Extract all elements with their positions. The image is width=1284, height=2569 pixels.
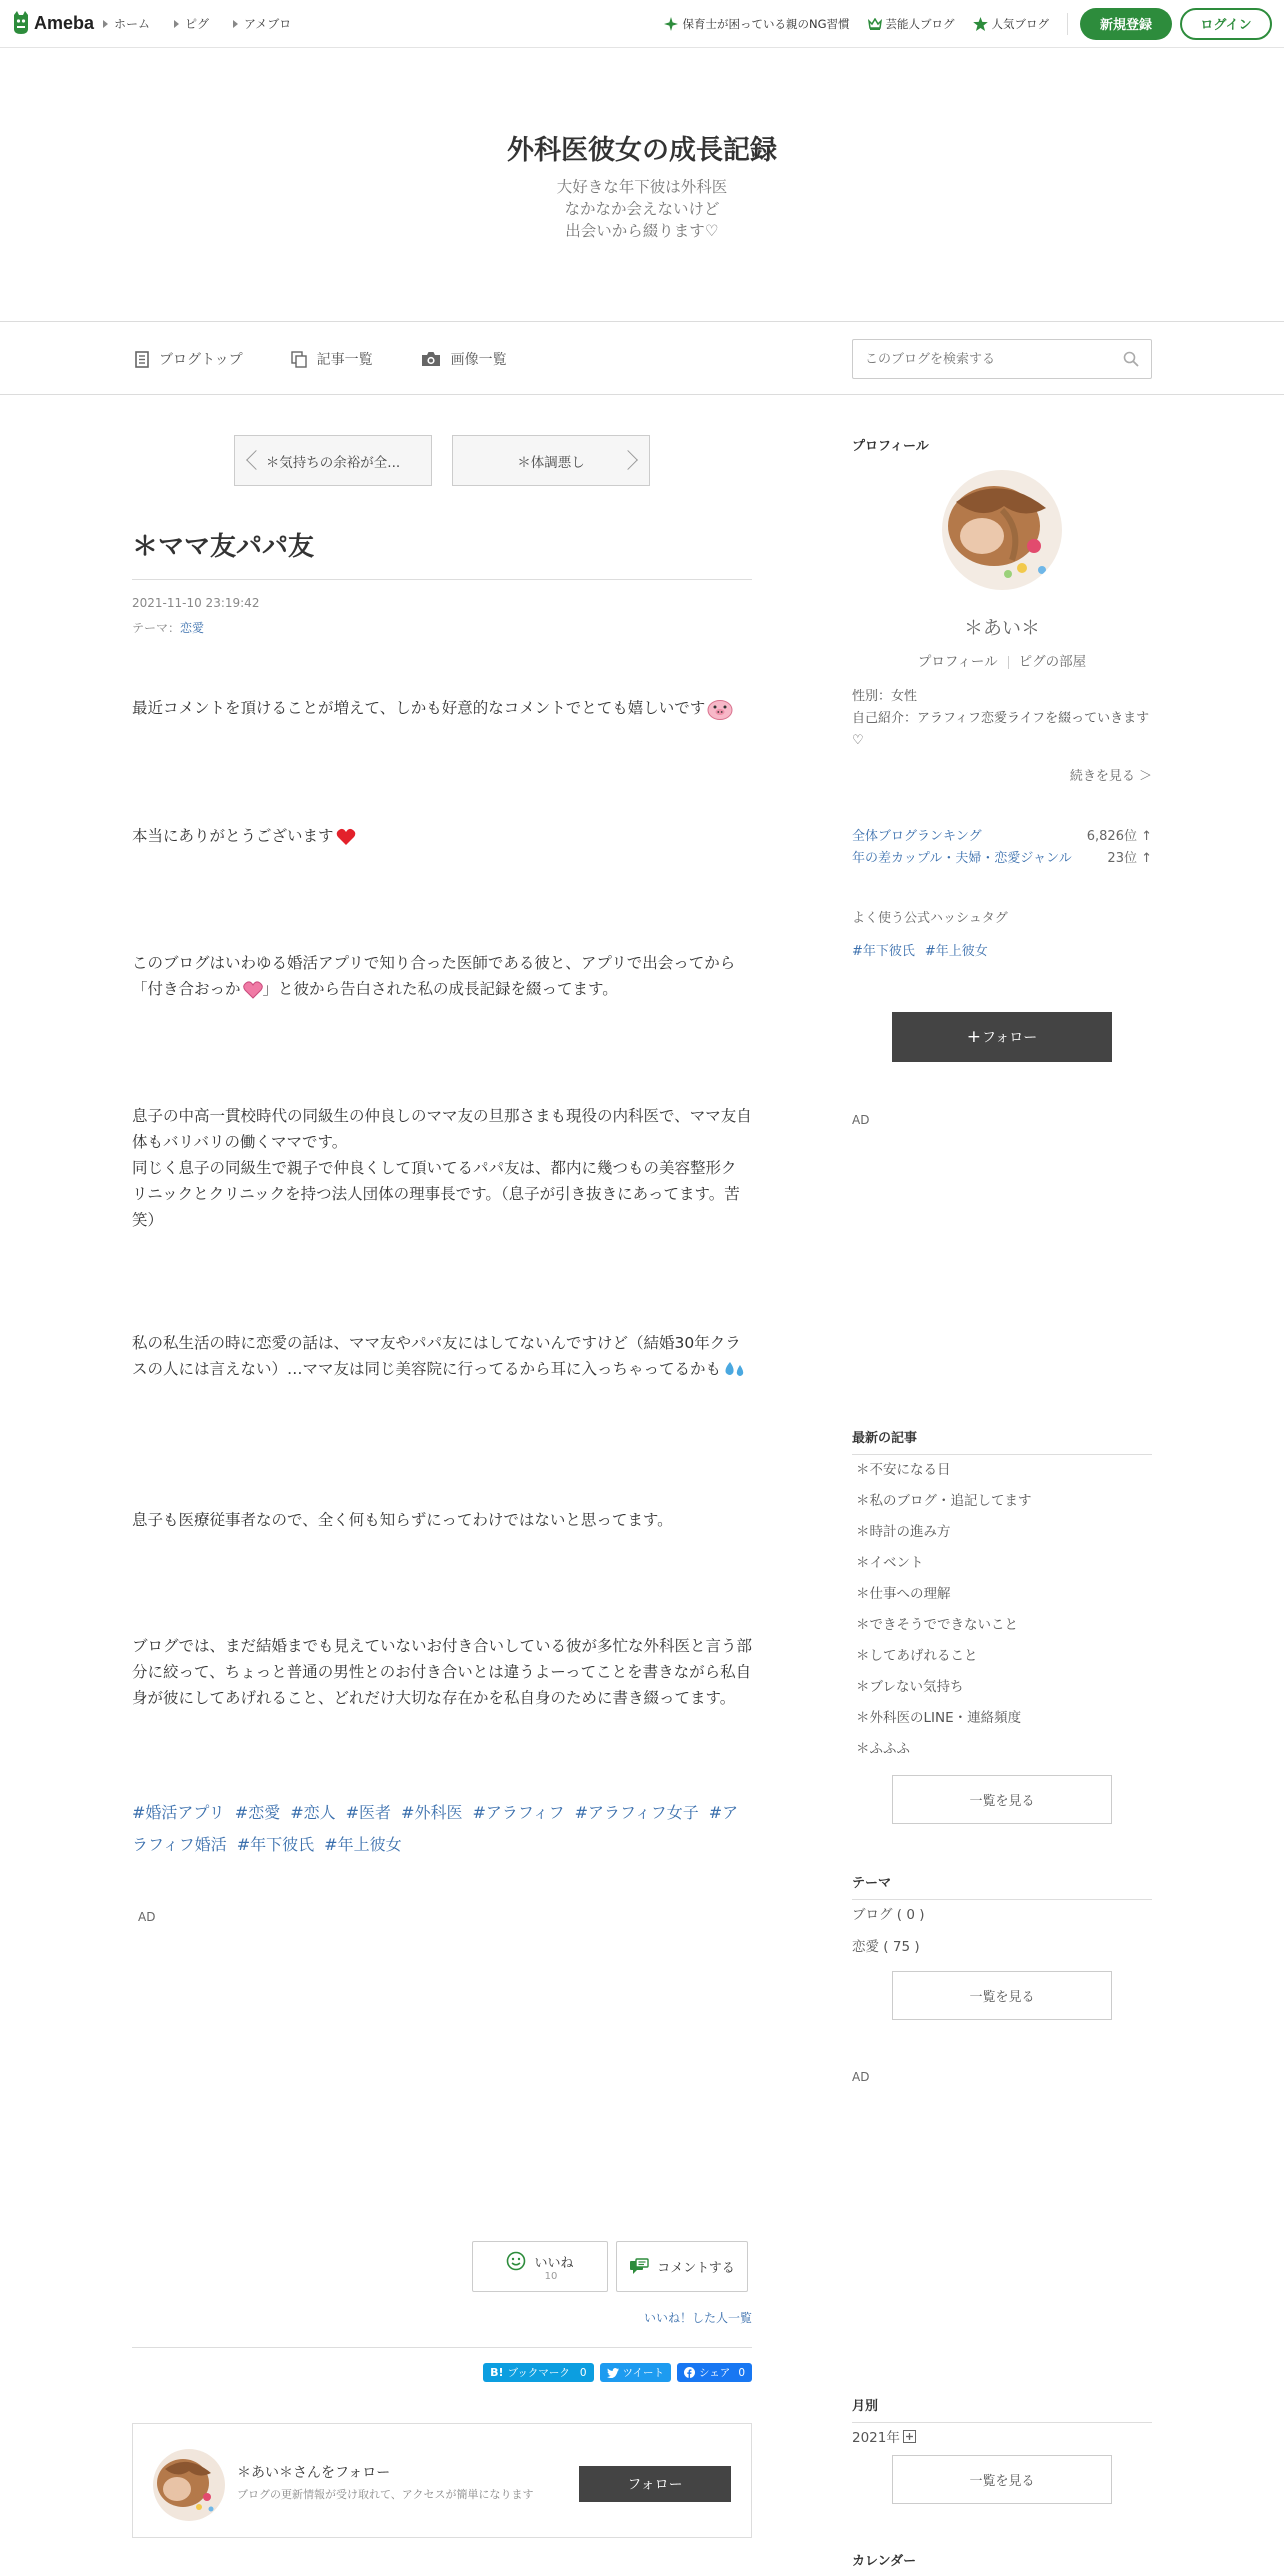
ad-label: AD: [138, 1910, 156, 1924]
theme-link[interactable]: ブログ ( 0 ): [852, 1907, 925, 1923]
entry-text: このブログはいわゆる婚活アプリで知り合った医師である彼と、アプリで出会ってから「付き合おっか: [132, 954, 736, 998]
triangle-right-icon: [103, 20, 108, 28]
copy-icon: [291, 351, 307, 368]
hatena-b-icon: B!: [490, 2366, 504, 2379]
entry-text: 息子の中高一貫校時代の同級生の仲良しのママ友の旦那さまも現役の内科医で、ママ友自体もバリバリの働くママです。: [132, 1107, 752, 1151]
blog-header: [0, 48, 1284, 322]
latest-entry-link[interactable]: ＊仕事への理解: [856, 1586, 951, 1602]
search-icon[interactable]: [1123, 351, 1139, 367]
nav-home[interactable]: [103, 15, 150, 32]
camera-icon: [421, 351, 441, 367]
entry-paragraph: [132, 1103, 752, 1233]
hashtag-link[interactable]: #恋愛: [234, 1803, 281, 1822]
nav-home-label: ホーム: [114, 17, 151, 31]
profile-links: [852, 650, 1152, 670]
blog-top-link[interactable]: [135, 349, 243, 369]
entry-paragraph: [132, 1330, 752, 1382]
crown-icon: [868, 18, 882, 30]
entry-text: 私の私生活の時に恋愛の話は、ママ友やパパ友にはしてないんですけど（結婚30年クラスの人には言えない）…ママ友は同じ美容院に行ってるから耳に入っちゃってるかも: [132, 1334, 741, 1378]
entry-title[interactable]: ＊ママ友パパ友: [132, 526, 752, 580]
profile-gender: 性別：女性: [852, 689, 918, 704]
blog-description-line: 大好きな年下彼は外科医: [556, 178, 728, 196]
comment-button[interactable]: [616, 2241, 748, 2292]
blog-description-line: 出会いから綴ります♡: [565, 222, 719, 240]
hashtag-link[interactable]: #年下彼氏: [852, 944, 915, 959]
ranking-overall[interactable]: [852, 825, 1152, 844]
red-heart-icon: [336, 828, 356, 846]
profile-heading: プロフィール: [852, 439, 929, 454]
ad-label: AD: [852, 2070, 870, 2084]
link-parenting-article[interactable]: [664, 16, 849, 32]
profile-info: [852, 686, 1152, 752]
nav-pigg[interactable]: [174, 15, 209, 32]
monthly-list-more-button[interactable]: 一覧を見る: [892, 2455, 1112, 2504]
nav-ameblo-label: アメブロ: [244, 17, 292, 31]
pig-face-emoji-icon: [707, 698, 733, 720]
ranking-label: 全体ブログランキング: [852, 829, 982, 844]
entry-text: ブログでは、まだ結婚までも見えていないお付き合いしている彼が多忙な外科医と言う部分に絞って、ちょっと普通の男性とのお付き合いとは違うよーってことを書きながら私自身が彼にしてあげれること、どれだけ大切な存在かを私自身のために書き綴ってます。: [132, 1637, 753, 1707]
latest-entries-list: [852, 1455, 1152, 1765]
entry-text: 息子も医療従事者なので、全く何も知らずにってわけではないと思ってます。: [132, 1511, 673, 1529]
ad-label: AD: [852, 1113, 870, 1127]
entry-text: 同じく息子の同級生で親子で仲良くして頂いてるパパ友は、都内に幾つもの美容整形クリニックとクリニックを持つ法人団体の理事長です。（息子が引き抜きにあってます。苦笑）: [132, 1159, 740, 1229]
plus-icon: +: [966, 1027, 981, 1047]
link-popular-label: 人気ブログ: [991, 16, 1049, 31]
tweet-label: ツイート: [622, 2367, 665, 2379]
ameba-logo[interactable]: [12, 11, 94, 35]
ranking-label: 年の差カップル・夫婦・恋愛ジャンル: [852, 851, 1072, 866]
ranking-genre[interactable]: [852, 847, 1152, 866]
global-nav: [103, 15, 291, 32]
profile-intro: 自己紹介：アラフィフ恋愛ライフを綴っていきます♡: [852, 711, 1150, 748]
entry-list-label: 記事一覧: [316, 352, 373, 368]
document-icon: [135, 351, 149, 368]
month-label: 2021年: [852, 2430, 900, 2446]
entry-text: 本当にありがとうございます: [132, 827, 334, 845]
ranking-value: 6,826位 ↑: [1086, 829, 1152, 844]
entry-text: 最近コメントを頂けることが増えて、しかも好意的なコメントでとても嬉しいです: [132, 699, 706, 717]
sidebar-follow-label: フォロー: [981, 1030, 1038, 1046]
profile-link[interactable]: プロフィール: [917, 654, 998, 670]
entry-paragraph: [132, 1507, 752, 1533]
nav-ameblo[interactable]: [233, 15, 291, 32]
latest-entry-link[interactable]: ＊時計の進み方: [856, 1524, 951, 1540]
login-button[interactable]: ログイン: [1180, 8, 1272, 40]
latest-entry-link[interactable]: ＊不安になる日: [856, 1462, 951, 1478]
ameba-logo-text: Ameba: [34, 12, 95, 33]
smile-icon: [506, 2251, 526, 2271]
entry-theme-link[interactable]: 恋愛: [180, 621, 205, 635]
expand-plus-icon: [903, 2430, 916, 2443]
link-celebrity-label: 芸能人ブログ: [885, 16, 955, 31]
profile-more-link[interactable]: 続きを見る ＞: [1069, 769, 1152, 784]
hashtag-link[interactable]: #年上彼女: [324, 1835, 402, 1854]
theme-link[interactable]: 恋愛 ( 75 ): [852, 1939, 920, 1955]
theme-list-more-button[interactable]: 一覧を見る: [892, 1971, 1112, 2020]
facebook-share-label: シェア: [699, 2367, 731, 2379]
entry-paragraph: [132, 695, 752, 721]
sparkle-icon: [664, 17, 678, 31]
latest-list-more-button[interactable]: 一覧を見る: [892, 1775, 1112, 1824]
hashtag-list: [132, 1797, 752, 1861]
global-header-right: [664, 7, 1272, 40]
sidebar-follow-button[interactable]: [892, 1012, 1112, 1062]
hashtag-link[interactable]: #アラフィフ婚活: [132, 1803, 739, 1854]
entry-date: 2021-11-10 23:19:42: [132, 596, 260, 610]
entry-pager: [234, 435, 650, 486]
entry-list-link[interactable]: [291, 349, 373, 369]
follow-box: [132, 2423, 752, 2538]
hashtag-heading: よく使う公式ハッシュタグ: [852, 911, 1008, 926]
facebook-share-button[interactable]: [677, 2363, 752, 2382]
latest-entries-heading: 最新の記事: [852, 1427, 1152, 1455]
monthly-heading: 月別: [852, 2395, 1152, 2423]
latest-entry-link[interactable]: ＊ブレない気持ち: [856, 1679, 964, 1695]
latest-entry-link[interactable]: ＊イベント: [856, 1555, 924, 1571]
image-list-label: 画像一覧: [450, 352, 507, 368]
tweet-button[interactable]: [600, 2363, 671, 2382]
sweat-drops-icon: [723, 1360, 747, 1380]
entry-paragraph: [132, 1633, 752, 1711]
liked-users-link[interactable]: いいね！した人一覧: [643, 2311, 752, 2325]
link-parenting-label: 保育士が困っている親のNG習慣: [682, 16, 850, 31]
blog-title[interactable]: 外科医彼女の成長記録: [507, 135, 777, 166]
follow-button[interactable]: フォロー: [579, 2466, 731, 2502]
like-button[interactable]: [472, 2241, 608, 2292]
calendar-heading: カレンダー: [852, 2554, 917, 2569]
entry-theme: [132, 619, 204, 636]
header-divider: [1067, 13, 1068, 35]
facebook-icon: [684, 2367, 695, 2378]
theme-heading: テーマ: [852, 1872, 1152, 1900]
link-popular-blog[interactable]: [973, 16, 1050, 32]
avatar-photo: [942, 470, 1062, 590]
entry-theme-label: テーマ：: [132, 621, 181, 635]
comment-icon: [629, 2258, 649, 2276]
signup-button[interactable]: 新規登録: [1080, 8, 1172, 40]
follow-description: ブログの更新情報が受け取れて、アクセスが簡単になります: [237, 2488, 534, 2501]
next-entry-label: ＊体調悪し: [517, 454, 585, 471]
hashtag-link[interactable]: #恋人: [290, 1803, 336, 1822]
hashtag-link[interactable]: #婚活アプリ: [132, 1803, 225, 1822]
latest-entry-link[interactable]: ＊してあげれること: [856, 1648, 978, 1664]
next-entry-button[interactable]: [452, 435, 650, 486]
pink-heart-icon: [243, 981, 263, 999]
entry-paragraph: [132, 823, 752, 849]
facebook-share-count: 0: [738, 2366, 745, 2379]
profile-name[interactable]: ＊あい＊: [963, 617, 1040, 639]
chevron-left-icon: [246, 450, 266, 470]
official-hashtags: [852, 940, 998, 959]
nav-pigg-label: ピグ: [185, 17, 210, 31]
entry-paragraph: [132, 950, 752, 1002]
ranking-value: 23位 ↑: [1107, 851, 1152, 866]
latest-entry-link[interactable]: ＊私のブログ・追記してます: [856, 1493, 1032, 1509]
blog-top-label: ブログトップ: [159, 352, 243, 368]
latest-entry-link[interactable]: ＊ふふふ: [856, 1741, 910, 1757]
hashtag-link[interactable]: #アラフィフ: [472, 1803, 565, 1822]
follow-author-name: ＊あい＊さんをフォロー: [237, 2465, 391, 2481]
hatena-count: 0: [579, 2366, 587, 2379]
share-buttons: [483, 2363, 752, 2382]
author-avatar[interactable]: [153, 2449, 225, 2521]
triangle-right-icon: [174, 20, 179, 28]
chevron-right-icon: [618, 450, 638, 470]
prev-entry-button[interactable]: [234, 435, 432, 486]
entry-actions: [472, 2241, 748, 2292]
like-label: いいね: [534, 2255, 574, 2271]
divider: [1008, 656, 1009, 669]
triangle-right-icon: [233, 20, 238, 28]
hatena-bookmark-button[interactable]: [483, 2363, 593, 2382]
blog-nav: [0, 322, 1284, 395]
star-icon: [973, 17, 988, 31]
divider: [132, 2347, 752, 2348]
ameba-mascot-icon: [12, 11, 30, 35]
prev-entry-label: ＊気持ちの余裕が全...: [265, 454, 401, 471]
pigg-room-link[interactable]: ピグの部屋: [1018, 654, 1087, 670]
hashtag-link[interactable]: #アラフィフ女子: [574, 1803, 699, 1822]
hatena-label: ブックマーク: [507, 2367, 570, 2379]
image-list-link[interactable]: [421, 349, 507, 369]
profile-avatar[interactable]: [942, 470, 1062, 590]
global-header: [0, 0, 1284, 48]
latest-entry-link[interactable]: ＊できそうでできないこと: [856, 1617, 1018, 1633]
entry-text: 」と彼から告白された私の成長記録を綴ってます。: [262, 980, 618, 998]
blog-search-input[interactable]: [865, 352, 1105, 367]
hashtag-link[interactable]: #医者: [345, 1803, 392, 1822]
hashtag-link[interactable]: #年上彼女: [924, 944, 988, 959]
twitter-bird-icon: [607, 2368, 619, 2378]
avatar-photo: [153, 2449, 225, 2521]
hashtag-link[interactable]: #外科医: [401, 1803, 463, 1822]
blog-search: [852, 339, 1152, 379]
hashtag-link[interactable]: #年下彼氏: [236, 1835, 315, 1854]
comment-label: コメントする: [657, 2261, 735, 2276]
like-count: 10: [544, 2271, 558, 2282]
latest-entry-link[interactable]: ＊外科医のLINE・連絡頻度: [856, 1710, 1022, 1726]
blog-description-line: なかなか会えないけど: [564, 200, 720, 218]
month-toggle[interactable]: [852, 2426, 916, 2446]
blog-description: [0, 176, 1284, 242]
link-celebrity-blog[interactable]: [868, 16, 955, 32]
